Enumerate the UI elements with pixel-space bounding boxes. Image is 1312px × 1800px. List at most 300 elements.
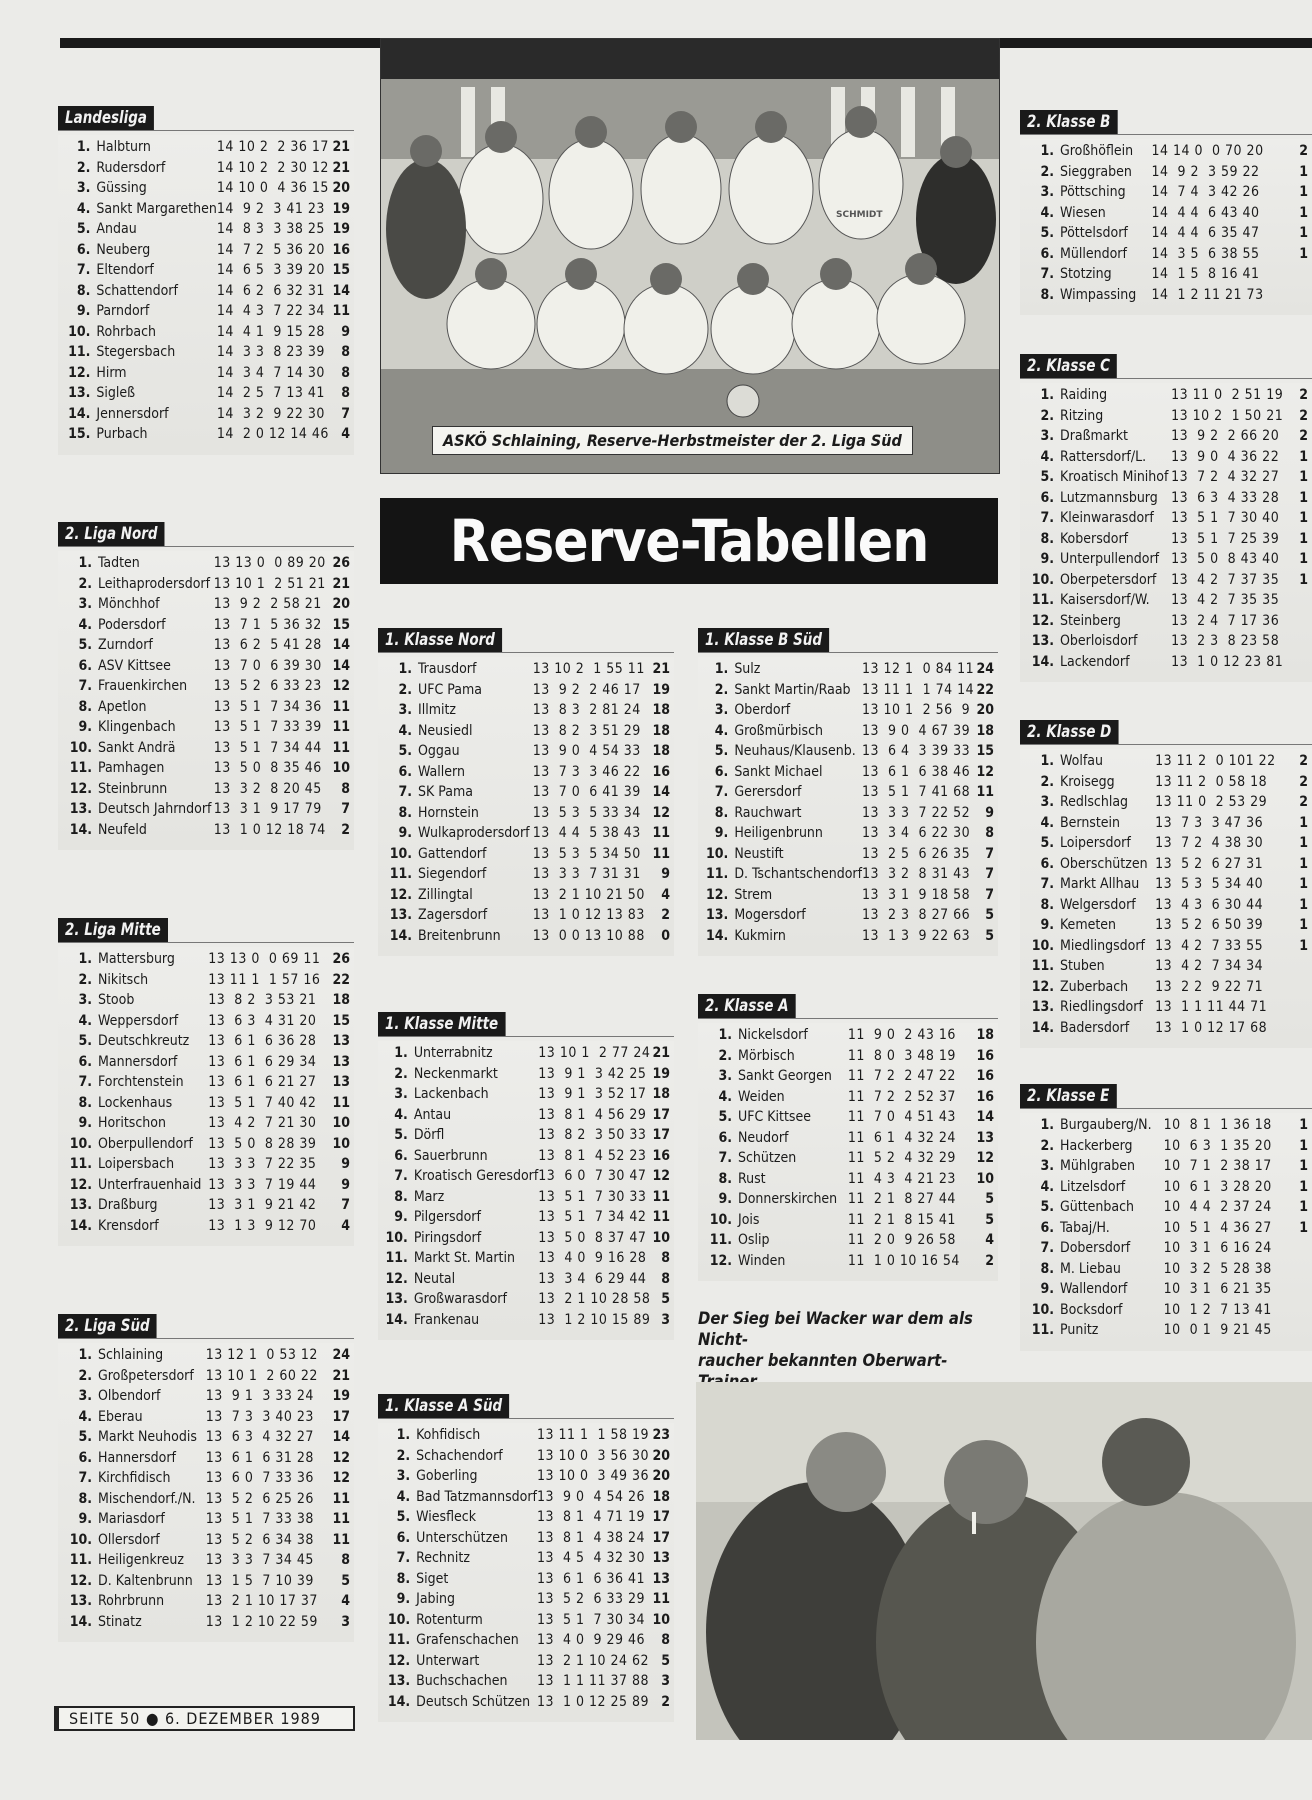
table-row: [702, 1128, 994, 1149]
rank: 14.: [69, 821, 92, 838]
points: 11: [332, 719, 350, 735]
team-name: Buchschachen: [416, 1673, 508, 1689]
table-row: [62, 1216, 350, 1237]
rank: 1.: [76, 139, 91, 155]
team-name: Steinberg: [1060, 612, 1121, 629]
col-x2: [1020, 354, 1312, 682]
team-name: Rohrbrunn: [98, 1593, 165, 1609]
table-row: [1024, 285, 1308, 306]
stats: 13 7 1 5 36 32: [213, 616, 322, 633]
table-row: [382, 1228, 670, 1249]
points: 2: [661, 1693, 670, 1710]
stats: 13 5 1 7 34 44: [213, 739, 322, 756]
points: 22: [976, 681, 994, 698]
table-header: 2. Klasse B: [1020, 110, 1117, 134]
stats: 13 2 4 7 17 36: [1171, 612, 1280, 629]
table-row: [1024, 792, 1308, 813]
rank: 9.: [396, 1591, 411, 1607]
points: 1: [1299, 835, 1308, 851]
points: 19: [652, 681, 670, 698]
points: 10: [332, 1135, 350, 1152]
points: 19: [652, 1065, 670, 1082]
rank: 3.: [78, 992, 92, 1008]
table-header-line: [378, 1394, 674, 1419]
team-name: Lutzmannsburg: [1060, 489, 1158, 506]
rank: 4.: [76, 200, 91, 217]
points: 1: [1299, 876, 1308, 892]
rank: 1.: [1040, 1117, 1054, 1133]
table-row: [702, 762, 994, 783]
table-header: 2. Liga Süd: [58, 1314, 157, 1338]
team-name: Krensdorf: [98, 1217, 159, 1234]
rank: 8.: [1040, 896, 1054, 913]
rank: 7.: [1040, 510, 1054, 526]
stats: 14 3 5 6 38 55: [1151, 245, 1260, 262]
table-header-line: [378, 628, 674, 653]
stats: 11 7 0 4 51 43: [847, 1109, 956, 1125]
rank: 10.: [1031, 571, 1054, 588]
stats: 13 1 0 12 18 74: [213, 821, 326, 838]
stats: 13 2 1 10 17 37: [205, 1593, 318, 1609]
rank: 1.: [1040, 143, 1054, 159]
rank: 4.: [78, 1408, 92, 1425]
stats: 10 3 1 6 21 35: [1163, 1281, 1272, 1297]
points: 1: [1299, 530, 1308, 547]
table-row: [1024, 1279, 1308, 1300]
team-name: Jennersdorf: [96, 405, 169, 422]
team-name: Olbendorf: [98, 1388, 161, 1404]
table-row: [702, 885, 994, 906]
page-footer: SEITE 50 ● 6. DEZEMBER 1989: [54, 1706, 355, 1731]
points: 19: [332, 200, 350, 217]
rank: 5.: [396, 1509, 411, 1525]
team-name: Deutsch Schützen: [416, 1693, 531, 1710]
team-name: Schlaining: [98, 1347, 164, 1363]
table-row: [382, 1269, 670, 1290]
points: [1286, 1018, 1308, 1039]
team-name: Mischendorf./N.: [98, 1490, 196, 1507]
table-row: [702, 1210, 994, 1231]
standings-table: [702, 659, 994, 946]
rank: 8.: [78, 698, 92, 715]
rank: 5.: [1040, 225, 1054, 241]
rank: 1.: [78, 1347, 92, 1363]
rank: 11.: [709, 1232, 732, 1248]
points: 18: [332, 992, 350, 1008]
team-name: Badersdorf: [1060, 1019, 1130, 1036]
table-row: [702, 926, 994, 947]
points: 11: [652, 1591, 670, 1607]
points: 21: [332, 159, 350, 176]
stats: 13 2 1 10 28 58: [538, 1291, 651, 1307]
stats: 13 6 4 3 39 33: [862, 743, 971, 759]
table-row: [702, 1189, 994, 1210]
points: 23: [652, 1427, 670, 1443]
points: [1286, 631, 1308, 652]
col-r1: [698, 628, 998, 956]
rank: 7.: [76, 262, 91, 278]
stats: 13 3 1 9 17 79: [213, 801, 322, 817]
rank: 11.: [389, 866, 412, 882]
team-name: Wulkaprodersdorf: [418, 825, 530, 841]
rank: 2.: [718, 1047, 732, 1064]
team-name: Sigleß: [96, 385, 136, 401]
rank: 6.: [714, 763, 729, 780]
team-name: Trausdorf: [418, 661, 477, 677]
team-name: Neutal: [413, 1270, 456, 1287]
stats: 13 3 3 7 34 45: [205, 1552, 314, 1568]
stats: 10 4 4 2 37 24: [1163, 1199, 1272, 1215]
rank: 2.: [394, 1065, 408, 1082]
team-name: Wiesen: [1060, 204, 1106, 221]
rank: 9.: [78, 1511, 92, 1527]
points: 1: [1299, 1199, 1308, 1215]
top-rule-right: [1000, 38, 1312, 48]
table-row: [1024, 997, 1308, 1018]
team-name: Sulz: [734, 661, 761, 677]
table-row: [62, 404, 350, 425]
stats: 14 14 0 0 70 20: [1151, 143, 1264, 159]
rank: 6.: [396, 1529, 411, 1546]
table-row: [382, 721, 670, 742]
rank: 13.: [706, 907, 729, 923]
points: 7: [985, 886, 994, 903]
team-name: D. Kaltenbrunn: [98, 1572, 193, 1589]
team-name: Kemeten: [1060, 917, 1117, 933]
points: 1: [1299, 571, 1308, 588]
table-row: [62, 178, 350, 199]
team-name: Kirchfidisch: [98, 1470, 171, 1486]
team-name: Müllendorf: [1060, 245, 1127, 262]
table-header-line: [58, 918, 354, 943]
table-header: 1. Klasse Mitte: [378, 1012, 505, 1036]
table-row: [702, 905, 994, 926]
standings-table: [1024, 141, 1308, 305]
points: [1286, 1279, 1308, 1300]
points: 0: [661, 927, 670, 944]
table-row: [62, 1366, 350, 1387]
table-2-klasse-c: [1020, 354, 1312, 682]
points: 2: [1299, 794, 1308, 810]
rank: 14.: [69, 1217, 92, 1234]
table-body: [1020, 139, 1312, 315]
rank: 5.: [78, 1429, 92, 1445]
stats: 11 9 0 2 43 16: [847, 1027, 956, 1043]
team-name: Halbturn: [96, 139, 151, 155]
col-x3: [1020, 720, 1312, 1048]
rank: 2.: [396, 1447, 411, 1464]
stats: 13 5 1 7 30 34: [536, 1611, 646, 1628]
stats: 13 9 0 4 54 26: [536, 1488, 646, 1505]
team-name: Breitenbrunn: [418, 927, 501, 944]
points: 7: [341, 1197, 350, 1213]
points: 18: [652, 702, 670, 718]
stats: 14 3 2 9 22 30: [216, 405, 325, 422]
table-row: [702, 659, 994, 680]
team-name: Güssing: [96, 180, 147, 196]
rank: 12.: [69, 780, 92, 797]
rank: 5.: [398, 743, 412, 759]
points: 17: [652, 1529, 670, 1546]
table-body: [378, 1423, 674, 1722]
points: 18: [976, 722, 994, 739]
table-row: [702, 741, 994, 762]
rank: 9.: [76, 303, 91, 319]
team-name: UFC Kittsee: [738, 1109, 811, 1125]
table-header: Landesliga: [58, 106, 154, 130]
stats: 11 2 1 8 27 44: [847, 1191, 956, 1207]
table-body: [378, 1041, 674, 1340]
stats: 13 1 3 9 22 63: [862, 927, 971, 944]
table-body: [58, 551, 354, 850]
team-name: Kaisersdorf/W.: [1060, 592, 1150, 608]
table-2-liga-sued: [58, 1314, 354, 1642]
table-row: [1024, 426, 1308, 447]
standings-table: [62, 553, 350, 840]
stats: 13 5 1 7 34 36: [213, 698, 322, 715]
rank: 8.: [78, 1490, 92, 1507]
team-name: Eberau: [98, 1408, 143, 1425]
stats: 11 8 0 3 48 19: [847, 1047, 956, 1064]
points: 1: [1299, 184, 1308, 200]
rank: 9.: [714, 825, 729, 841]
points: 19: [332, 1388, 350, 1404]
stats: 13 6 1 6 31 28: [205, 1449, 314, 1466]
table-row: [62, 199, 350, 220]
points: 13: [332, 1074, 350, 1090]
team-name: Bad Tatzmannsdorf: [416, 1488, 537, 1505]
rank: 2.: [76, 159, 91, 176]
team-name: Klingenbach: [98, 719, 176, 735]
points: 21: [332, 1367, 350, 1384]
stats: 14 6 5 3 39 20: [216, 262, 325, 278]
table-row: [62, 1154, 350, 1175]
team-name: Hackerberg: [1060, 1137, 1133, 1154]
rank: 14.: [1031, 653, 1054, 670]
rank: 11.: [1031, 592, 1054, 608]
rank: 6.: [76, 241, 91, 258]
rank: 6.: [78, 1053, 92, 1070]
points: 2: [985, 1252, 994, 1269]
table-2-liga-nord: [58, 522, 354, 850]
stats: 14 10 2 2 30 12: [216, 159, 329, 176]
standings-table: [382, 1043, 670, 1330]
team-name: Unterrabnitz: [413, 1045, 493, 1061]
stats: 13 3 3 7 19 44: [208, 1176, 317, 1193]
rank: 11.: [385, 1250, 408, 1266]
col-m1: [378, 628, 674, 956]
table-row: [382, 1569, 670, 1590]
stats: 13 10 1 2 51 21: [213, 575, 326, 592]
table-row: [702, 844, 994, 865]
team-name: Rattersdorf/L.: [1060, 448, 1147, 465]
stats: 14 3 3 8 23 39: [216, 344, 325, 360]
team-name: Wallendorf: [1060, 1281, 1128, 1297]
rank: 15.: [68, 426, 91, 442]
stats: 13 0 0 13 10 88: [532, 927, 645, 944]
stats: 13 8 1 4 56 29: [538, 1106, 647, 1123]
table-row: [382, 1043, 670, 1064]
team-name: Unterwart: [416, 1652, 480, 1669]
stats: 13 6 1 6 36 28: [208, 1033, 317, 1049]
points: 1: [1299, 510, 1308, 526]
rank: 5.: [394, 1127, 408, 1143]
table-row: [1024, 223, 1308, 244]
team-name: Horitschon: [98, 1115, 166, 1131]
rank: 5.: [1040, 469, 1054, 485]
table-row: [382, 741, 670, 762]
table-row: [702, 700, 994, 721]
table-row: [382, 1589, 670, 1610]
table-header-line: [378, 1012, 674, 1037]
points: 1: [1299, 814, 1308, 831]
rank: 10.: [389, 845, 412, 862]
rank: 11.: [387, 1632, 411, 1648]
table-header: 1. Klasse Nord: [378, 628, 502, 652]
team-name: Kohfidisch: [416, 1427, 481, 1443]
table-row: [1024, 813, 1308, 834]
stats: 13 4 2 7 35 35: [1171, 592, 1280, 608]
points: 9: [341, 323, 350, 340]
stats: 10 3 1 6 16 24: [1163, 1240, 1272, 1256]
table-2-klasse-a: [698, 994, 998, 1281]
team-name: Goberling: [416, 1468, 478, 1484]
team-name: Mönchhof: [98, 596, 160, 612]
stats: 13 1 0 12 13 83: [532, 907, 645, 923]
table-row: [1024, 203, 1308, 224]
team-name: Oberdorf: [734, 702, 791, 718]
rank: 12.: [387, 1652, 411, 1669]
points: 18: [976, 1027, 994, 1043]
table-header-line: [1020, 110, 1312, 135]
points: 11: [652, 1188, 670, 1205]
stats: 10 6 3 1 35 20: [1163, 1137, 1272, 1154]
rank: 10.: [1031, 937, 1054, 954]
table-row: [1024, 631, 1308, 652]
stats: 14 2 0 12 14 46: [216, 426, 329, 442]
stats: 13 4 3 6 30 44: [1155, 896, 1264, 913]
table-1-klasse-nord: [378, 628, 674, 956]
table-row: [62, 363, 350, 384]
table-row: [1024, 1259, 1308, 1280]
rank: 5.: [76, 221, 91, 237]
team-name: Pamhagen: [98, 760, 165, 776]
stats: 13 3 2 8 31 43: [862, 866, 971, 882]
rank: 14.: [1031, 1019, 1054, 1036]
table-header-line: [698, 628, 998, 653]
quote-line-1: Der Sieg bei Wacker war dem als Nicht-: [698, 1309, 973, 1349]
table-row: [1024, 1136, 1308, 1157]
table-row: [382, 1146, 670, 1167]
stats: 13 7 3 3 46 22: [532, 763, 641, 780]
table-row: [62, 322, 350, 343]
team-name: Schachendorf: [416, 1447, 503, 1464]
team-name: Mogersdorf: [734, 907, 806, 923]
table-row: [382, 823, 670, 844]
team-name: M. Liebau: [1060, 1260, 1121, 1277]
points: 21: [652, 661, 670, 677]
team-name: Kroisegg: [1060, 773, 1115, 790]
team-name: Ritzing: [1060, 407, 1104, 424]
table-row: [62, 738, 350, 759]
table-row: [702, 803, 994, 824]
stats: 14 4 4 6 35 47: [1151, 225, 1260, 241]
team-name: Kroatisch Geresdorf: [413, 1168, 539, 1184]
rank: 5.: [78, 1033, 92, 1049]
stats: 11 7 2 2 47 22: [847, 1068, 956, 1084]
stats: 13 6 0 7 33 36: [205, 1470, 314, 1486]
table-row: [62, 219, 350, 240]
team-name: Ollersdorf: [98, 1531, 160, 1548]
team-name: Markt Neuhodis: [98, 1429, 197, 1445]
points: 16: [652, 763, 670, 780]
table-row: [1024, 467, 1308, 488]
table-row: [382, 1125, 670, 1146]
table-row: [62, 1345, 350, 1366]
points: 13: [332, 1053, 350, 1070]
rank: 10.: [706, 845, 729, 862]
col-x4: [1020, 1084, 1312, 1351]
stats: 13 11 1 1 58 19: [536, 1427, 650, 1443]
table-header: 2. Klasse E: [1020, 1084, 1116, 1108]
rank: 11.: [69, 760, 92, 776]
table-body: [698, 1023, 998, 1281]
rank: 10.: [1031, 1301, 1054, 1318]
table-row: [62, 137, 350, 158]
stats: 13 5 2 6 33 23: [213, 678, 322, 694]
stats: 14 10 2 2 36 17: [216, 139, 329, 155]
points: 2: [661, 907, 670, 923]
stats: 13 5 2 6 27 31: [1155, 855, 1264, 872]
rank: 12.: [68, 364, 91, 381]
points: 8: [985, 825, 994, 841]
stats: 14 2 5 7 13 41: [216, 385, 325, 401]
stats: 13 6 1 6 36 41: [536, 1570, 646, 1587]
table-body: [58, 947, 354, 1246]
table-row: [62, 1612, 350, 1633]
stats: 13 7 3 3 47 36: [1155, 814, 1264, 831]
team-name: Großhöflein: [1060, 143, 1134, 159]
points: 7: [341, 801, 350, 817]
jersey-text: SCHMIDT: [836, 210, 883, 220]
rank: 11.: [69, 1552, 92, 1568]
rank: 14.: [68, 405, 91, 422]
stats: 13 1 2 10 22 59: [205, 1613, 318, 1630]
rank: 2.: [1040, 407, 1054, 424]
points: 5: [985, 1191, 994, 1207]
rank: 1.: [394, 1045, 408, 1061]
points: 1: [1299, 163, 1308, 180]
stats: 13 3 3 7 22 35: [208, 1156, 317, 1172]
points: 14: [332, 637, 350, 653]
team-name: Deutschkreutz: [98, 1033, 190, 1049]
points: 8: [661, 1250, 670, 1266]
points: [1286, 1320, 1308, 1341]
rank: 12.: [69, 1176, 92, 1193]
standings-table: [702, 1025, 994, 1271]
team-name: Stuben: [1060, 958, 1105, 974]
table-body: [378, 657, 674, 956]
rank: 1.: [396, 1427, 411, 1443]
rank: 6.: [394, 1147, 408, 1164]
team-name: Miedlingsdorf: [1060, 937, 1145, 954]
stats: 13 2 1 10 21 50: [532, 886, 645, 903]
points: [1286, 956, 1308, 977]
team-name: Grafenschachen: [416, 1632, 519, 1648]
rank: 10.: [69, 739, 92, 756]
team-name: Deutsch Jahrndorf: [98, 801, 212, 817]
col-l2: [58, 522, 354, 850]
